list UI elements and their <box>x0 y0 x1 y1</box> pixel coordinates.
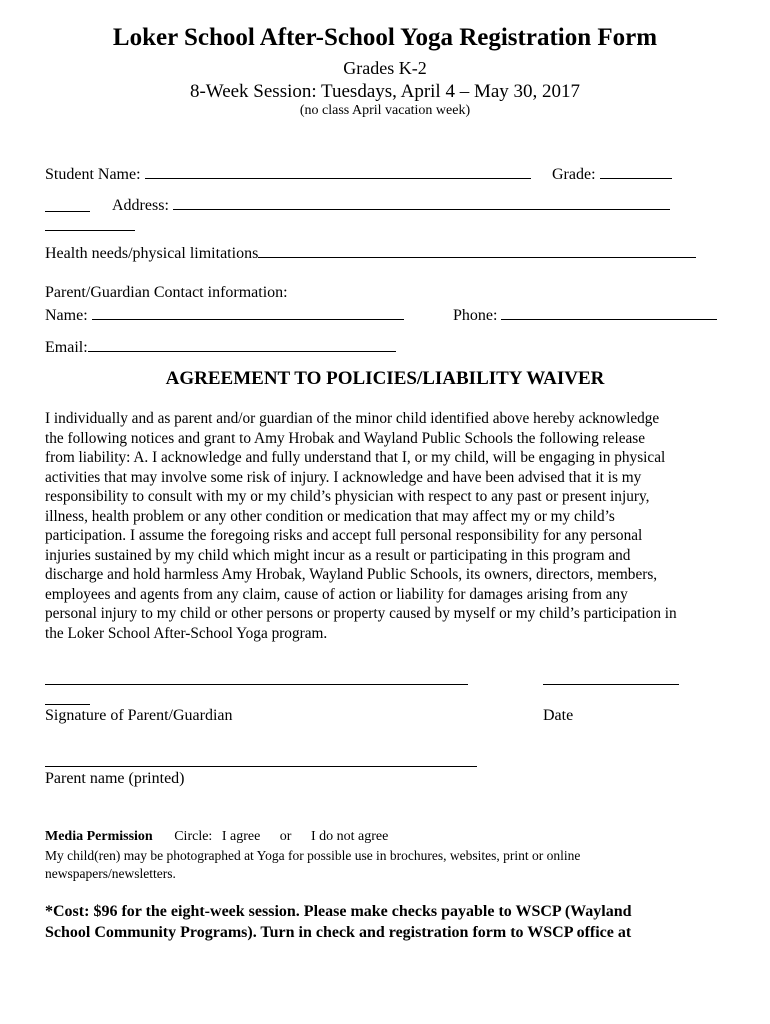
waiver-line: participation. I assume the foregoing risks and accept full personal responsibility for any personal <box>45 527 643 544</box>
session-dates: 8-Week Session: Tuesdays, April 4 – May 30, 2017 <box>189 81 581 102</box>
health-row <box>45 243 696 263</box>
health-label: Health needs/physical limitations <box>45 245 259 262</box>
cost-line: School Community Programs). Turn in check and registration form to WSCP office at <box>45 924 632 941</box>
address-row <box>112 195 670 215</box>
grade-label: Grade: <box>552 166 596 183</box>
media-description <box>45 847 580 882</box>
waiver-line: activities that may involve some risk of injury. I acknowledge and have been advised that it is my <box>45 468 642 486</box>
circle-label: Circle: <box>174 829 213 844</box>
form-title: Loker School After-School Yoga Registration Form <box>112 24 658 51</box>
grade-field-continued[interactable] <box>45 197 90 217</box>
phone-field[interactable] <box>501 305 717 320</box>
date-label: Date <box>543 707 574 724</box>
waiver-line: injuries sustained by my child which might incur as a result or participating in this program and <box>45 546 631 564</box>
waiver-line: personal injury to my child or other persons or property caused by myself or my child’s participation in <box>45 605 677 622</box>
parent-name-label: Name: <box>45 307 88 324</box>
waiver-line: illness, health problem or any other condition or medication that may affect my or my child’s <box>45 507 615 525</box>
parent-name-field[interactable] <box>92 305 404 320</box>
waiver-line: the following notices and grant to Amy Hrobak and Wayland Public Schools the following release <box>45 429 646 447</box>
email-field[interactable] <box>88 337 396 352</box>
waiver-line: I individually and as parent and/or guardian of the minor child identified above hereby acknowledge <box>45 410 660 427</box>
media-text-line: My child(ren) may be photographed at Yoga for possible use in brochures, websites, print or online <box>45 848 581 863</box>
address-field[interactable] <box>173 195 670 210</box>
parent-name-row <box>45 305 404 325</box>
grade-row <box>552 164 672 184</box>
email-row <box>45 337 396 357</box>
cost-line: *Cost: $96 for the eight-week session. Please make checks payable to WSCP (Wayland <box>45 903 632 920</box>
waiver-line: responsibility to consult with my or my child’s physician with respect to any past or present injury, <box>45 488 650 505</box>
contact-heading: Parent/Guardian Contact information: <box>45 284 288 301</box>
date-field[interactable] <box>543 670 679 690</box>
address-field-continued[interactable] <box>45 216 135 236</box>
waiver-line: employees and agents from any claim, cause of action or liability for damages arising from any <box>45 585 628 603</box>
phone-label: Phone: <box>453 307 498 324</box>
address-label: Address: <box>112 197 169 214</box>
media-option-agree[interactable]: I agree <box>221 829 261 844</box>
phone-row <box>453 305 717 325</box>
grade-field[interactable] <box>600 164 672 179</box>
printed-name-label: Parent name (printed) <box>45 770 185 787</box>
media-text-line: newspapers/newsletters. <box>45 865 176 881</box>
vacation-note: (no class April vacation week) <box>299 103 471 118</box>
student-name-label: Student Name: <box>45 166 141 183</box>
grades-label: Grades K-2 <box>343 58 427 78</box>
signature-field[interactable] <box>45 670 468 690</box>
printed-name-field[interactable] <box>45 752 477 772</box>
waiver-line: discharge and hold harmless Amy Hrobak, Wayland Public Schools, its owners, directors, members, <box>45 566 658 583</box>
student-name-field[interactable] <box>145 164 531 179</box>
signature-label: Signature of Parent/Guardian <box>45 707 233 724</box>
media-heading: Media Permission <box>45 829 153 844</box>
waiver-line: the Loker School After-School Yoga program. <box>45 624 328 642</box>
media-option-disagree[interactable]: I do not agree <box>310 829 389 844</box>
waiver-text <box>45 409 735 643</box>
media-or-label: or <box>279 829 292 844</box>
media-permission-row <box>45 829 388 845</box>
health-field[interactable] <box>258 243 696 258</box>
student-name-row <box>45 164 531 184</box>
cost-notice <box>45 901 632 943</box>
waiver-line: from liability: A. I acknowledge and fully understand that I, or my child, will be engaging in physical <box>45 449 666 466</box>
waiver-title: AGREEMENT TO POLICIES/LIABILITY WAIVER <box>165 368 605 389</box>
email-label: Email: <box>45 339 88 356</box>
